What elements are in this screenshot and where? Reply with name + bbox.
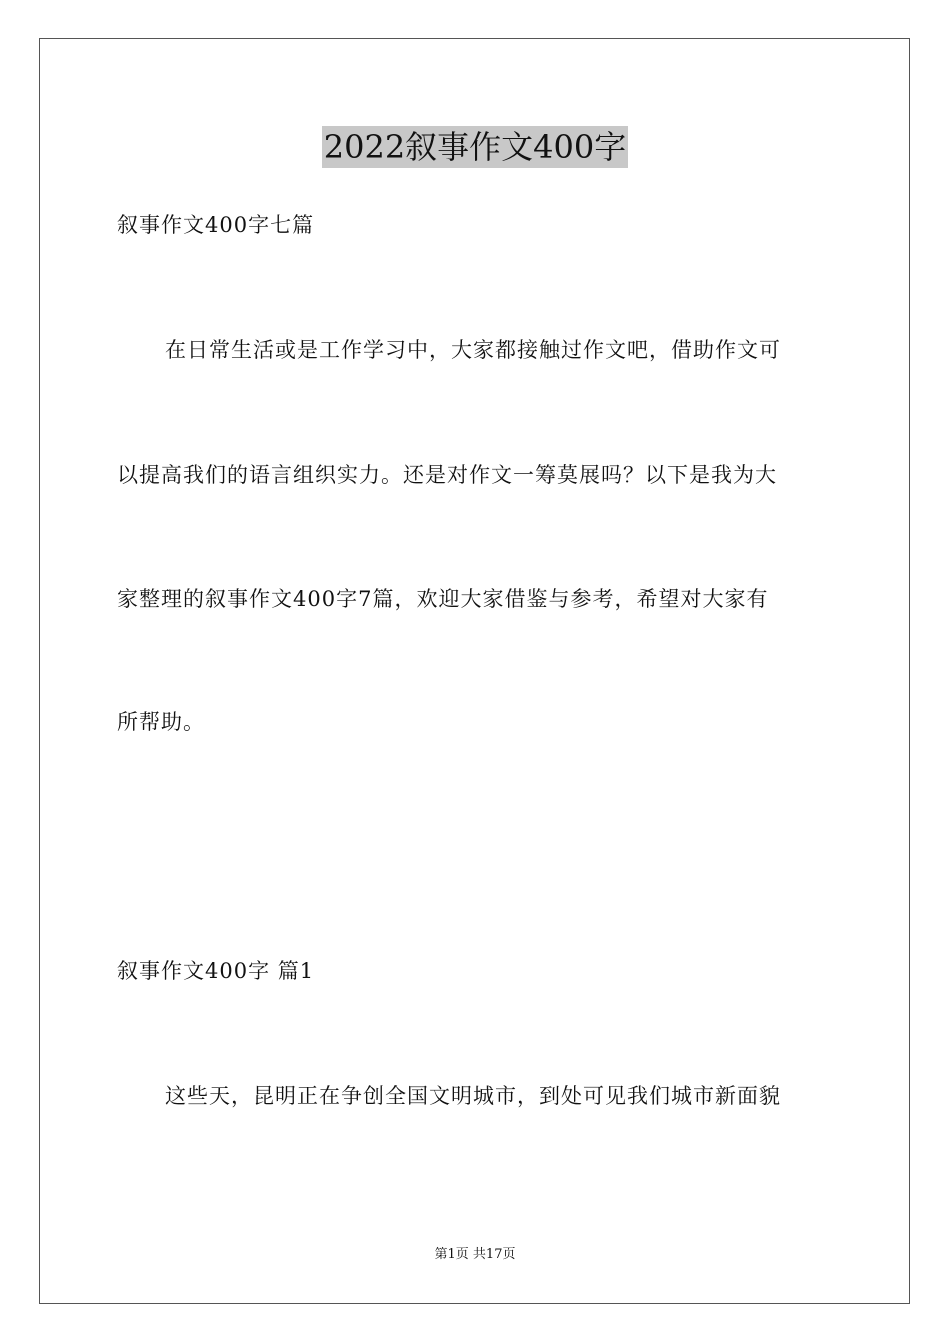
title-container <box>0 126 950 168</box>
document-subtitle: 叙事作文400字七篇 <box>117 213 315 237</box>
intro-line-2: 以提高我们的语言组织实力。还是对作文一筹莫展吗？以下是我为大 <box>117 463 777 487</box>
intro-line-3: 家整理的叙事作文400字7篇，欢迎大家借鉴与参考，希望对大家有 <box>117 587 769 611</box>
intro-line-4: 所帮助。 <box>117 710 205 734</box>
intro-line-1: 在日常生活或是工作学习中，大家都接触过作文吧，借助作文可 <box>165 338 781 362</box>
document-title: 2022叙事作文400字 <box>323 128 627 166</box>
section-heading: 叙事作文400字 篇1 <box>117 959 315 983</box>
section-first-line: 这些天，昆明正在争创全国文明城市，到处可见我们城市新面貌 <box>165 1084 781 1108</box>
page-number: 第1页 共17页 <box>434 1247 516 1262</box>
